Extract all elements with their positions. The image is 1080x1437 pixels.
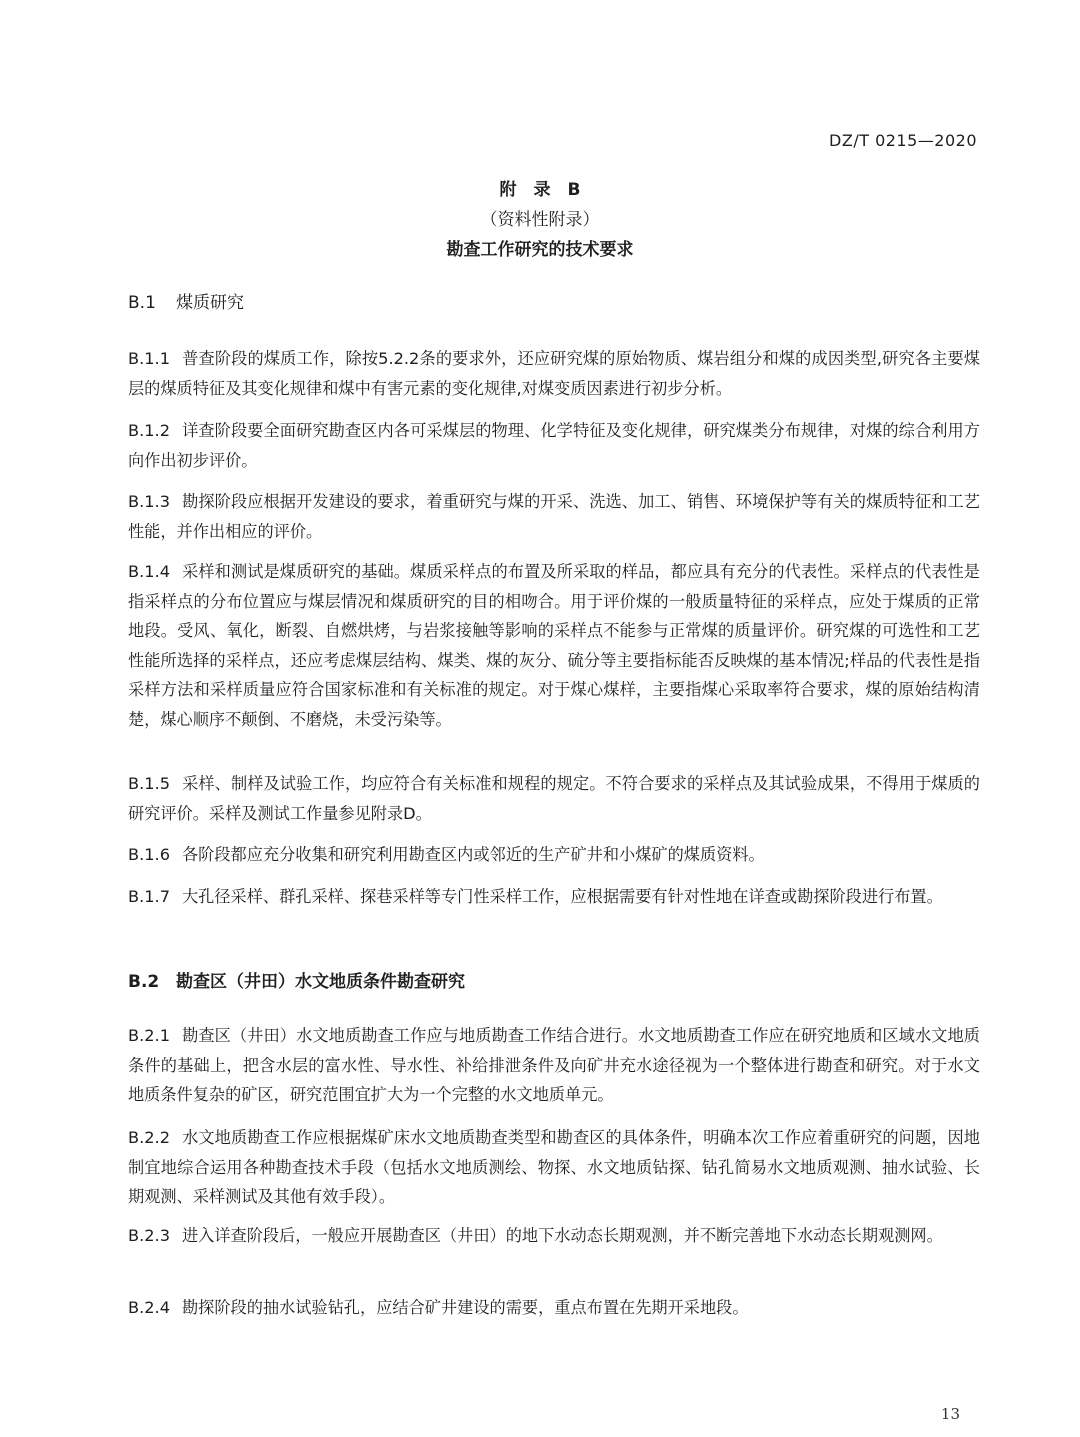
document-code: DZ/T 0215—2020 [829, 131, 977, 150]
paragraph-b-2-4 [128, 1293, 980, 1323]
clause-number: B.1.6 [128, 845, 170, 864]
clause-number: B.2.4 [128, 1298, 170, 1317]
clause-text: 普查阶段的煤质工作，除按5.2.2条的要求外，还应研究煤的原始物质、煤岩组分和煤的成因类型,研究各主要煤层的煤质特征及其变化规律和煤中有害元素的变化规律,对煤变质因素进行初步分析。 [128, 349, 980, 398]
clause-text: 各阶段都应充分收集和研究利用勘查区内或邻近的生产矿井和小煤矿的煤质资料。 [182, 845, 765, 864]
clause-text: 进入详查阶段后，一般应开展勘查区（井田）的地下水动态长期观测，并不断完善地下水动态长期观测网。 [182, 1226, 943, 1245]
clause-number: B.1.2 [128, 421, 170, 440]
section-number: B.1 [128, 293, 156, 313]
clause-number: B.1.5 [128, 774, 170, 793]
paragraph-b-1-3 [128, 487, 980, 546]
paragraph-b-2-1 [128, 1021, 980, 1110]
clause-text: 大孔径采样、群孔采样、探巷采样等专门性采样工作，应根据需要有针对性地在详查或勘探阶段进行布置。 [182, 887, 943, 906]
clause-number: B.2.1 [128, 1026, 170, 1045]
section-title: 勘查区（井田）水文地质条件勘查研究 [176, 972, 465, 992]
section-heading-b1 [128, 289, 244, 317]
paragraph-b-1-6 [128, 840, 980, 870]
clause-number: B.2.2 [128, 1128, 170, 1147]
clause-text: 采样和测试是煤质研究的基础。煤质采样点的布置及所采取的样品，都应具有充分的代表性。采样点的代表性是指采样点的分布位置应与煤层情况和煤质研究的目的相吻合。用于评价煤的一般质量特征的采样点，应处于煤质的正常地段。受风、氧化，断裂、自燃烘烤，与岩浆接触等影响的采样点不能参与正常煤的质量评价。研究煤的可选性和工艺性能所选择的采样点，还应考虑煤层结构、煤类、煤的灰分、硫分等主要指标能否反映煤的基本情况;样品的代表性是指采样方法和采样质量应符合国家标准和有关标准的规定。对于煤心煤样，主要指煤心采取率符合要求，煤的原始结构清楚，煤心顺序不颠倒、不磨烧，未受污染等。 [128, 562, 980, 729]
appendix-title-block [0, 175, 1080, 265]
section-title: 煤质研究 [176, 293, 244, 313]
clause-text: 勘查区（井田）水文地质勘查工作应与地质勘查工作结合进行。水文地质勘查工作应在研究地质和区域水文地质条件的基础上，把含水层的富水性、导水性、补给排泄条件及向矿井充水途径视为一个整体进行勘查和研究。对于水文地质条件复杂的矿区，研究范围宜扩大为一个完整的水文地质单元。 [128, 1026, 980, 1104]
section-heading-b2 [128, 968, 465, 996]
paragraph-b-2-3 [128, 1221, 980, 1251]
section-number: B.2 [128, 972, 160, 992]
page-number: 13 [940, 1405, 960, 1423]
clause-text: 勘探阶段的抽水试验钻孔，应结合矿井建设的需要，重点布置在先期开采地段。 [182, 1298, 749, 1317]
paragraph-b-1-2 [128, 416, 980, 475]
clause-number: B.1.4 [128, 562, 170, 581]
paragraph-b-2-2 [128, 1123, 980, 1212]
clause-number: B.1.7 [128, 887, 170, 906]
appendix-name: 勘查工作研究的技术要求 [446, 240, 634, 260]
clause-text: 勘探阶段应根据开发建设的要求，着重研究与煤的开采、洗选、加工、销售、环境保护等有关的煤质特征和工艺性能，并作出相应的评价。 [128, 492, 980, 541]
clause-text: 详查阶段要全面研究勘查区内各可采煤层的物理、化学特征及变化规律，研究煤类分布规律，对煤的综合利用方向作出初步评价。 [128, 421, 980, 470]
clause-text: 采样、制样及试验工作，均应符合有关标准和规程的规定。不符合要求的采样点及其试验成果，不得用于煤质的研究评价。采样及测试工作量参见附录D。 [128, 774, 980, 823]
clause-number: B.1.1 [128, 349, 170, 368]
paragraph-b-1-4 [128, 557, 980, 734]
paragraph-b-1-1 [128, 344, 980, 403]
clause-number: B.2.3 [128, 1226, 170, 1245]
clause-text: 水文地质勘查工作应根据煤矿床水文地质勘查类型和勘查区的具体条件，明确本次工作应着重研究的问题，因地制宜地综合运用各种勘查技术手段（包括水文地质测绘、物探、水文地质钻探、钻孔简易水文地质观测、抽水试验、长期观测、采样测试及其他有效手段）。 [128, 1128, 980, 1206]
paragraph-b-1-7 [128, 882, 980, 912]
clause-number: B.1.3 [128, 492, 170, 511]
appendix-label: 附 录 B [499, 180, 581, 200]
paragraph-b-1-5 [128, 769, 980, 828]
appendix-type: （资料性附录） [480, 210, 600, 230]
